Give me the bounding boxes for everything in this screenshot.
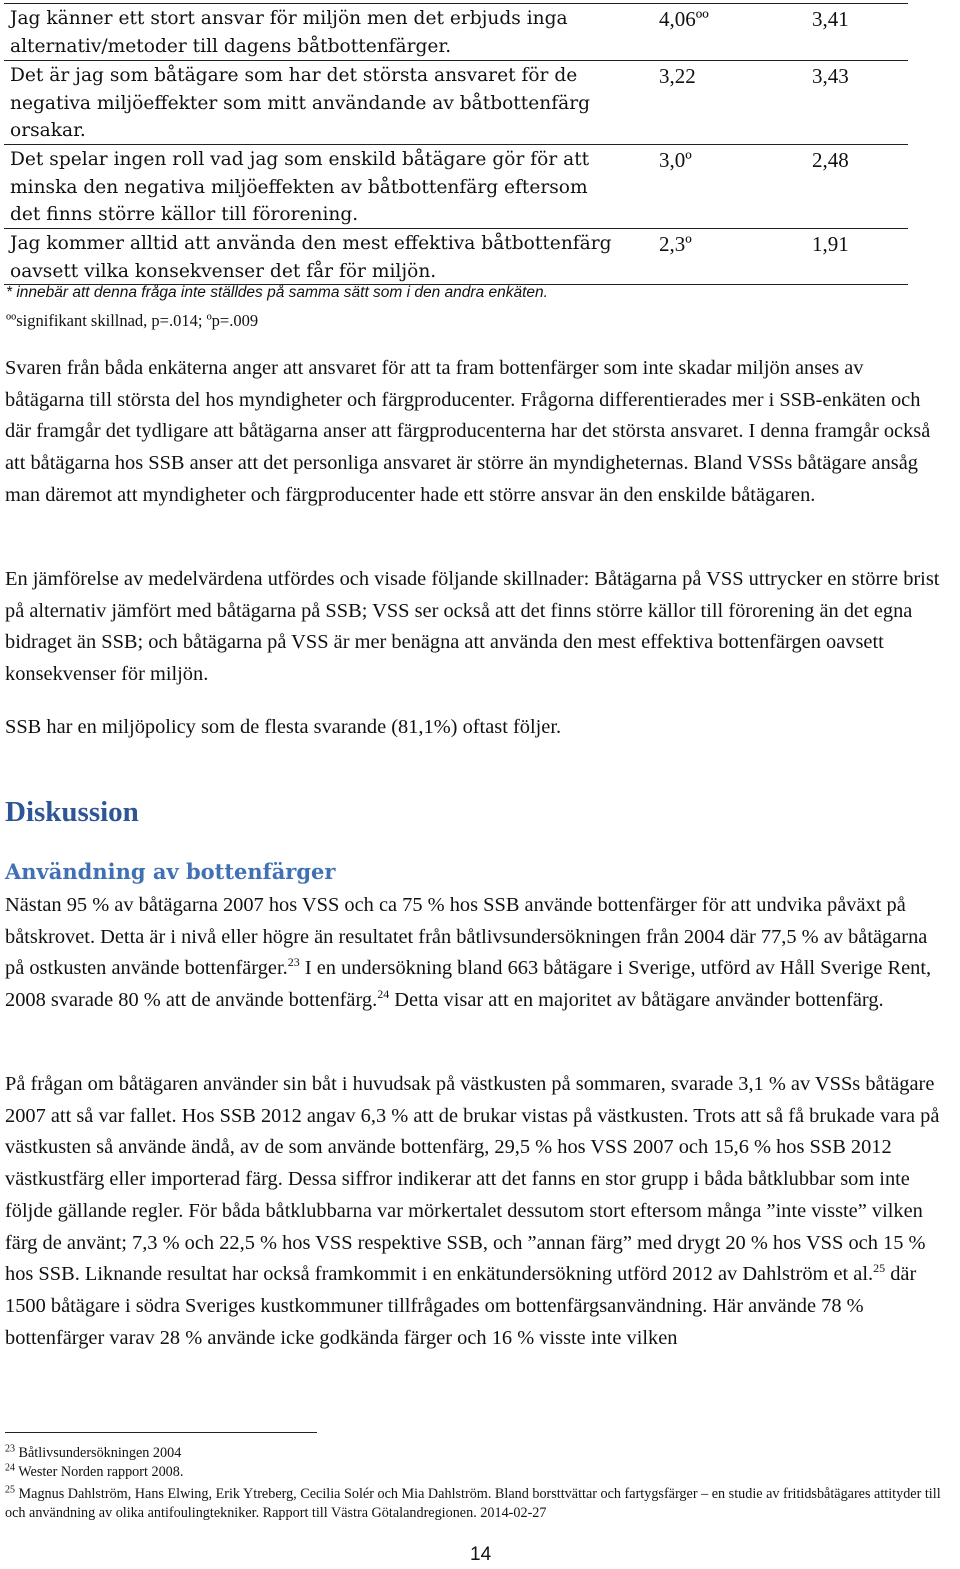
table-note-asterisk: * innebär att denna fråga inte ställdes på samma sätt som i den andra enkäten. xyxy=(6,284,548,301)
paragraph-text: Nästan 95 % av båtägarna 2007 hos VSS och ca 75 % hos SSB använde bottenfärger för att undvika påväxt på båtskrovet. Detta är i nivå eller högre än resultatet från båtlivsundersökningen från 2004 där 77,5 % av båtägarna på ostkusten använde bottenfärger. xyxy=(5,894,928,980)
table-cell-ssb: 3,41 xyxy=(812,7,849,31)
page-number: 14 xyxy=(470,1544,492,1565)
paragraph xyxy=(5,1069,945,1354)
paragraph: SSB har en miljöpolicy som de flesta svarande (81,1%) oftast följer. xyxy=(5,716,562,738)
footnote-number: 24 xyxy=(5,1462,15,1474)
paragraph-text: Detta visar att en majoritet av båtägare använder bottenfärg. xyxy=(389,989,884,1012)
paragraph-text: I en undersökning bland 663 båtägare i Sverige, utförd av Håll Sverige Rent, 2008 svarade 80 % att de använde bottenfärg. xyxy=(5,957,932,1012)
table-note-significance: ººsignifikant skillnad, p=.014; ºp=.009 xyxy=(6,311,259,330)
table-cell-ssb: 3,43 xyxy=(812,64,849,88)
results-table xyxy=(4,3,908,285)
table-cell-vss: 3,22 xyxy=(659,64,696,88)
footnote xyxy=(5,1463,955,1482)
footnote-number: 25 xyxy=(5,1484,15,1496)
table-row xyxy=(4,60,908,144)
paragraph: En jämförelse av medelvärdena utfördes och visade följande skillnader: Båtägarna på VSS uttrycker en större brist på alternativ jämfört med båtägarna på SSB; VSS ser också att det finns större källor till förorening än det egna bidraget än SSB; och båtägarna på VSS är mer benägna att använda den mest effektiva bottenfärgen oavsett konsekvenser för miljön. xyxy=(5,568,940,686)
table-cell-vss: 2,3º xyxy=(659,232,692,256)
footnote xyxy=(5,1444,955,1463)
table-cell-statement: Det spelar ingen roll vad jag som enskild båtägare gör för att minska den negativa miljöeffekten av båtbottenfärg eftersom det finns större källor till förorening. xyxy=(10,149,590,225)
subsection-heading: Användning av bottenfärger xyxy=(5,859,336,884)
table-cell-vss: 4,06ºº xyxy=(659,7,709,31)
footnote-divider xyxy=(5,1432,317,1433)
footnote-text: Magnus Dahlström, Hans Elwing, Erik Ytreberg, Cecilia Solér och Mia Dahlström. Bland borsttvättar och fartygsfärger – en studie av fritidsbåtägares attityder till och användning av olika antifoulingtekniker. Rapport till Västra Götalandregionen. 2014-02-27 xyxy=(5,1486,941,1521)
paragraph xyxy=(5,890,945,1017)
table-row xyxy=(4,144,908,228)
footnote xyxy=(5,1485,955,1523)
table-row xyxy=(4,3,908,60)
table-cell-vss: 3,0º xyxy=(659,148,692,172)
footnote-ref[interactable]: 24 xyxy=(377,987,390,1002)
footnote-number: 23 xyxy=(5,1443,15,1455)
table-cell-ssb: 1,91 xyxy=(812,232,849,256)
footnote-text: Båtlivsundersökningen 2004 xyxy=(15,1445,182,1461)
paragraph-text: där 1500 båtägare i södra Sveriges kustkommuner tillfrågades om bottenfärgsanvändning. Här använde 78 % bottenfärger varav 28 % använde icke godkända färger och 16 % visste inte vilken xyxy=(5,1263,917,1349)
paragraph: Svaren från båda enkäterna anger att ansvaret för att ta fram bottenfärger som inte skadar miljön anses av båtägarna till största del hos myndigheter och färgproducenter. Frågorna differentierades mer i SSB-enkäten och där framgår det tydligare att båtägarna anser att färgproducenterna har det största ansvaret. I denna framgår också att båtägarna hos SSB anser att det personliga ansvaret är större än myndigheternas. Bland VSSs båtägare ansåg man däremot att myndigheter och färgproducenter hade ett större ansvar än den enskilde båtägaren. xyxy=(5,357,931,506)
table-cell-statement: Det är jag som båtägare som har det största ansvaret för de negativa miljöeffekter som mitt användande av båtbottenfärg orsakar. xyxy=(10,65,590,141)
footnote-text: Wester Norden rapport 2008. xyxy=(15,1464,184,1480)
section-heading: Diskussion xyxy=(5,796,139,828)
footnote-ref[interactable]: 25 xyxy=(873,1261,886,1276)
paragraph-text: På frågan om båtägaren använder sin båt i huvudsak på västkusten på sommaren, svarade 3,1 % av VSSs båtägare 2007 att så var fallet. Hos SSB 2012 angav 6,3 % att de brukar vistas på västkusten. Trots att så få brukade vara på västkusten så använde ändå, av de som använde bottenfärg, 29,5 % hos VSS 2007 och 15,6 % hos SSB 2012 västkustfärg eller importerad färg. Dessa siffror indikerar att det fanns en stor grupp i båda båtklubbar som inte följde gällande regler. För båda båtklubbarna var mörkertalet dessutom stort eftersom många ”inte visste” vilken färg de använt; 7,3 % och 22,5 % hos VSS respektive SSB, och ”annan färg” med drygt 20 % hos VSS och 15 % hos SSB. Liknande resultat har också framkommit i en enkätundersökning utförd 2012 av Dahlström et al. xyxy=(5,1073,940,1286)
footnote-ref[interactable]: 23 xyxy=(287,955,300,970)
table-cell-ssb: 2,48 xyxy=(812,148,849,172)
table-cell-statement: Jag kommer alltid att använda den mest effektiva båtbottenfärg oavsett vilka konsekvenser det får för miljön. xyxy=(10,233,612,282)
table-cell-statement: Jag känner ett stort ansvar för miljön men det erbjuds inga alternativ/metoder till dagens båtbottenfärger. xyxy=(10,8,568,57)
table-row xyxy=(4,228,908,285)
